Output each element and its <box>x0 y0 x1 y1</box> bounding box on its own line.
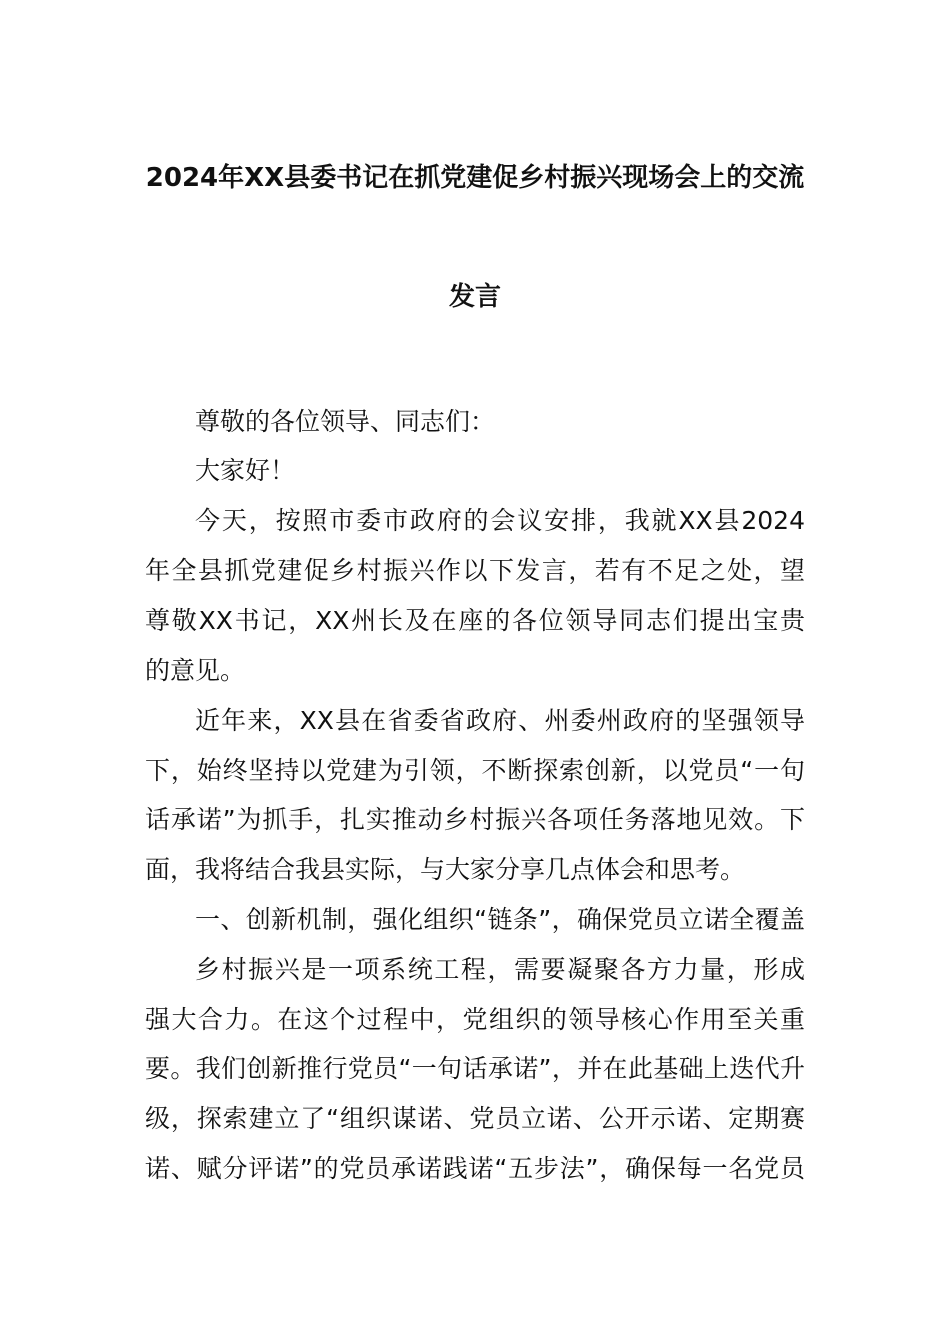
paragraph-line: 乡村振兴是一项系统工程，需要凝聚各方力量，形成 <box>195 955 805 984</box>
document-title-line-1: 2024年XX县委书记在抓党建促乡村振兴现场会上的交流 <box>145 163 805 193</box>
greeting: 大家好！ <box>195 456 296 485</box>
paragraph-line: 诺、赋分评诺”的党员承诺践诺“五步法”，确保每一名党员 <box>145 1154 805 1183</box>
paragraph-line: 近年来，XX县在省委省政府、州委州政府的坚强领导 <box>195 706 805 735</box>
paragraph-line: 下，始终坚持以党建为引领，不断探索创新，以党员“一句 <box>145 756 805 785</box>
paragraph-line: 级，探索建立了“组织谋诺、党员立诺、公开示诺、定期赛 <box>145 1104 805 1133</box>
paragraph-line: 强大合力。在这个过程中，党组织的领导核心作用至关重 <box>145 1005 805 1034</box>
section-heading: 一、创新机制，强化组织“链条”，确保党员立诺全覆盖 <box>195 905 805 934</box>
paragraph-line: 年全县抓党建促乡村振兴作以下发言，若有不足之处，望 <box>145 556 805 585</box>
paragraph-line: 的意见。 <box>145 656 246 685</box>
paragraph-line: 面，我将结合我县实际，与大家分享几点体会和思考。 <box>145 855 746 884</box>
paragraph-line: 尊敬XX书记，XX州长及在座的各位领导同志们提出宝贵 <box>145 606 805 635</box>
paragraph-line: 话承诺”为抓手，扎实推动乡村振兴各项任务落地见效。下 <box>145 805 805 834</box>
paragraph-line: 要。我们创新推行党员“一句话承诺”，并在此基础上迭代升 <box>145 1054 805 1083</box>
document-title-line-2: 发言 <box>448 282 501 312</box>
salutation: 尊敬的各位领导、同志们： <box>195 407 496 436</box>
paragraph-line: 今天，按照市委市政府的会议安排，我就XX县2024 <box>195 506 805 535</box>
